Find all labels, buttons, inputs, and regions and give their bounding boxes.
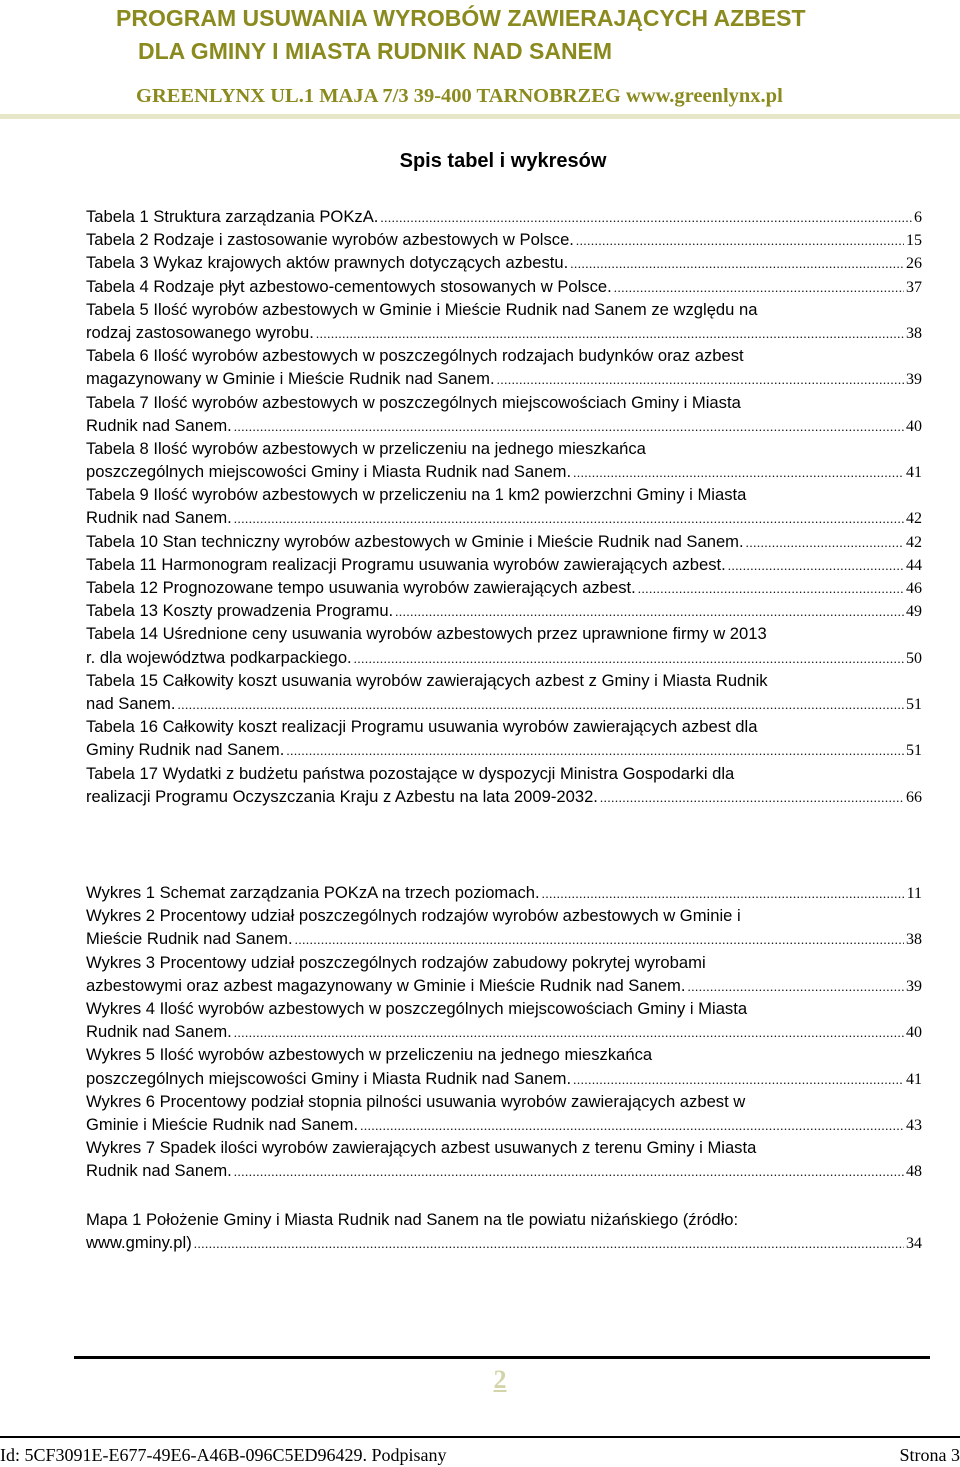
toc-entry-text: Wykres 4 Ilość wyrobów azbestowych w poszczególnych miejscowościach Gminy i Miasta [86, 998, 748, 1018]
toc-entry-text: r. dla województwa podkarpackiego. [86, 647, 352, 667]
toc-entry[interactable] [86, 437, 922, 483]
dot-leader [542, 882, 905, 904]
toc-entry-page: 49 [906, 603, 922, 621]
toc-entry-page: 40 [906, 417, 922, 435]
header-title-line-2: DLA GMINY I MIASTA RUDNIK NAD SANEM [138, 38, 613, 64]
toc-entry[interactable] [86, 251, 922, 274]
toc-entry[interactable] [86, 576, 922, 599]
toc-entry-page: 38 [906, 931, 922, 949]
footer-top-rule [74, 1356, 930, 1359]
table-list [86, 205, 922, 808]
toc-entry-text: Tabela 4 Rodzaje płyt azbestowo-cementowych stosowanych w Polsce. [86, 276, 612, 296]
toc-entry[interactable] [86, 715, 922, 761]
toc-entry-text: Tabela 6 Ilość wyrobów azbestowych w poszczególnych rodzajach budynków oraz azbest [86, 346, 744, 366]
toc-entry-text: nad Sanem. [86, 693, 176, 713]
toc-entry[interactable] [86, 762, 922, 808]
dot-leader [638, 577, 904, 599]
toc-entry[interactable] [86, 228, 922, 251]
toc-entry[interactable] [86, 275, 922, 298]
dot-leader [316, 322, 904, 344]
dot-leader [380, 206, 912, 228]
toc-entry-page: 51 [906, 695, 922, 713]
toc-entry-text: Wykres 3 Procentowy udział poszczególnych rodzajów zabudowy pokrytej wyrobami [86, 952, 706, 972]
toc-entry[interactable] [86, 205, 922, 228]
toc-entry-page: 66 [906, 788, 922, 806]
dot-leader [746, 531, 904, 553]
toc-entry-page: 6 [914, 209, 922, 226]
chart-list [86, 881, 922, 1182]
toc-entry[interactable] [86, 622, 922, 668]
toc-entry-page: 42 [906, 510, 922, 528]
toc-entry-text: Tabela 1 Struktura zarządzania POKzA. [86, 207, 379, 226]
toc-entry-page: 40 [906, 1024, 922, 1042]
toc-entry-page: 51 [906, 742, 922, 760]
sheet-number: Strona 3 [899, 1445, 960, 1465]
dot-leader [395, 600, 904, 622]
toc-entry-text: Gminy Rudnik nad Sanem. [86, 740, 285, 760]
toc-entry[interactable] [86, 1136, 922, 1182]
toc-entry[interactable] [86, 997, 922, 1043]
toc-entry-text: Rudnik nad Sanem. [86, 1022, 232, 1042]
toc-entry[interactable] [86, 344, 922, 390]
header-divider [0, 114, 960, 119]
dot-leader [286, 739, 904, 761]
toc-entry-text: azbestowymi oraz azbest magazynowany w Gminie i Mieście Rudnik nad Sanem. [86, 975, 686, 995]
toc-entry-text: Rudnik nad Sanem. [86, 415, 232, 435]
toc-entry-text: Wykres 5 Ilość wyrobów azbestowych w przeliczeniu na jednego mieszkańca [86, 1045, 653, 1065]
toc-entry[interactable] [86, 483, 922, 529]
toc-entry-text: www.gminy.pl) [86, 1233, 192, 1253]
toc-entry-text: Wykres 7 Spadek ilości wyrobów zawierających azbest usuwanych z terenu Gminy i Miasta [86, 1138, 757, 1158]
dot-leader [570, 252, 904, 274]
dot-leader [295, 928, 904, 950]
toc-entry[interactable] [86, 599, 922, 622]
toc-entry-text: poszczególnych miejscowości Gminy i Miasta Rudnik nad Sanem. [86, 1068, 572, 1088]
toc-entry-text: realizacji Programu Oczyszczania Kraju z Azbestu na lata 2009-2032. [86, 786, 598, 806]
toc-entry-page: 44 [906, 556, 922, 574]
dot-leader [234, 1160, 904, 1182]
toc-entry[interactable] [86, 951, 922, 997]
toc-entry-page: 46 [906, 580, 922, 597]
toc-entry-page: 37 [906, 278, 922, 296]
toc-entry-text: Tabela 15 Całkowity koszt usuwania wyrobów zawierających azbest z Gminy i Miasta Rudnik [86, 670, 768, 690]
toc-entry-text: Gminie i Mieście Rudnik nad Sanem. [86, 1114, 359, 1134]
toc-entry-text: Tabela 16 Całkowity koszt realizacji Programu usuwania wyrobów zawierających azbest dla [86, 717, 758, 737]
header-title-line-1: PROGRAM USUWANIA WYROBÓW ZAWIERAJĄCYCH AZBEST [116, 5, 806, 31]
toc-entry-page: 43 [906, 1116, 922, 1134]
toc-entry-text: Tabela 17 Wydatki z budżetu państwa pozostające w dyspozycji Ministra Gospodarki dla [86, 763, 735, 783]
dot-leader [573, 1068, 904, 1090]
toc-entry-text: Mapa 1 Położenie Gminy i Miasta Rudnik nad Sanem na tle powiatu niżańskiego (źródło: [86, 1210, 739, 1229]
toc-entry-text: Wykres 2 Procentowy udział poszczególnych rodzajów wyrobów azbestowych w Gminie i [86, 906, 741, 926]
toc-entry[interactable] [86, 904, 922, 950]
dot-leader [234, 415, 904, 437]
dot-leader [360, 1114, 904, 1136]
toc-entry[interactable] [86, 298, 922, 344]
toc-entry-page: 41 [906, 464, 922, 482]
toc-entry[interactable] [86, 530, 922, 553]
toc-entry[interactable] [86, 669, 922, 715]
toc-entry-text: Tabela 11 Harmonogram realizacji Programu usuwania wyrobów zawierających azbest. [86, 554, 726, 574]
toc-entry-text: Tabela 12 Prognozowane tempo usuwania wyrobów zawierających azbest. [86, 578, 636, 597]
toc-entry-text: Wykres 1 Schemat zarządzania POKzA na trzech poziomach. [86, 883, 540, 902]
toc-entry[interactable] [86, 1090, 922, 1136]
dot-leader [177, 693, 904, 715]
toc-entry-page: 48 [906, 1163, 922, 1181]
toc-entry-text: Mieście Rudnik nad Sanem. [86, 929, 293, 949]
footer-divider [0, 1436, 960, 1438]
document-id: Id: 5CF3091E-E677-49E6-A46B-096C5ED96429. Podpisany [0, 1445, 447, 1465]
toc-title: Spis tabel i wykresów [399, 150, 607, 172]
toc-entry-page: 50 [906, 649, 922, 667]
toc-entry-page: 11 [906, 885, 922, 902]
toc-entry-text: Tabela 8 Ilość wyrobów azbestowych w przeliczeniu na jednego mieszkańca [86, 438, 646, 458]
toc-entry-text: Rudnik nad Sanem. [86, 508, 232, 528]
map-list [86, 1208, 922, 1254]
dot-leader [687, 975, 904, 997]
toc-entry-page: 39 [906, 371, 922, 389]
toc-entry-text: poszczególnych miejscowości Gminy i Miasta Rudnik nad Sanem. [86, 462, 572, 482]
toc-entry-page: 39 [906, 977, 922, 995]
dot-leader [614, 276, 904, 298]
toc-entry-text: Wykres 6 Procentowy podział stopnia pilności usuwania wyrobów zawierających azbest w [86, 1091, 746, 1111]
toc-entry[interactable] [86, 881, 922, 904]
toc-entry-page: 26 [906, 255, 922, 273]
dot-leader [234, 507, 904, 529]
toc-entry-page: 15 [906, 232, 922, 250]
toc-entry[interactable] [86, 553, 922, 576]
toc-entry-text: Tabela 7 Ilość wyrobów azbestowych w poszczególnych miejscowościach Gminy i Miasta [86, 392, 741, 412]
toc-entry-text: Tabela 13 Koszty prowadzenia Programu. [86, 601, 394, 621]
toc-entry-page: 38 [906, 324, 922, 342]
toc-entry-text: Tabela 2 Rodzaje i zastosowanie wyrobów azbestowych w Polsce. [86, 230, 574, 250]
toc-entry-text: Rudnik nad Sanem. [86, 1161, 232, 1181]
toc-entry-text: Tabela 5 Ilość wyrobów azbestowych w Gminie i Mieście Rudnik nad Sanem ze względu na [86, 299, 758, 319]
dot-leader [728, 554, 904, 576]
dot-leader [497, 368, 904, 390]
dot-leader [194, 1232, 904, 1254]
toc-entry-page: 34 [906, 1235, 922, 1253]
dot-leader [573, 461, 904, 483]
toc-entry-text: Tabela 9 Ilość wyrobów azbestowych w przeliczeniu na 1 km2 powierzchni Gminy i Miasta [86, 485, 747, 505]
page-number: 2 [493, 1365, 507, 1394]
dot-leader [600, 786, 904, 808]
toc-entry-text: magazynowany w Gminie i Mieście Rudnik nad Sanem. [86, 369, 495, 389]
toc-entry-text: Tabela 10 Stan techniczny wyrobów azbestowych w Gminie i Mieście Rudnik nad Sanem. [86, 531, 744, 551]
toc-entry-page: 41 [906, 1070, 922, 1088]
toc-entry-text: Tabela 14 Uśrednione ceny usuwania wyrobów azbestowych przez uprawnione firmy w 2013 [86, 624, 767, 644]
toc-entry[interactable] [86, 1208, 922, 1254]
header-company-info: GREENLYNX UL.1 MAJA 7/3 39-400 TARNOBRZEG www.greenlynx.pl [136, 85, 783, 107]
toc-entry-text: rodzaj zastosowanego wyrobu. [86, 322, 314, 342]
dot-leader [354, 647, 904, 669]
toc-entry[interactable] [86, 1043, 922, 1089]
toc-entry-page: 42 [906, 533, 922, 551]
toc-entry-text: Tabela 3 Wykaz krajowych aktów prawnych dotyczących azbestu. [86, 253, 569, 273]
dot-leader [576, 229, 904, 251]
dot-leader [234, 1021, 904, 1043]
toc-entry[interactable] [86, 391, 922, 437]
